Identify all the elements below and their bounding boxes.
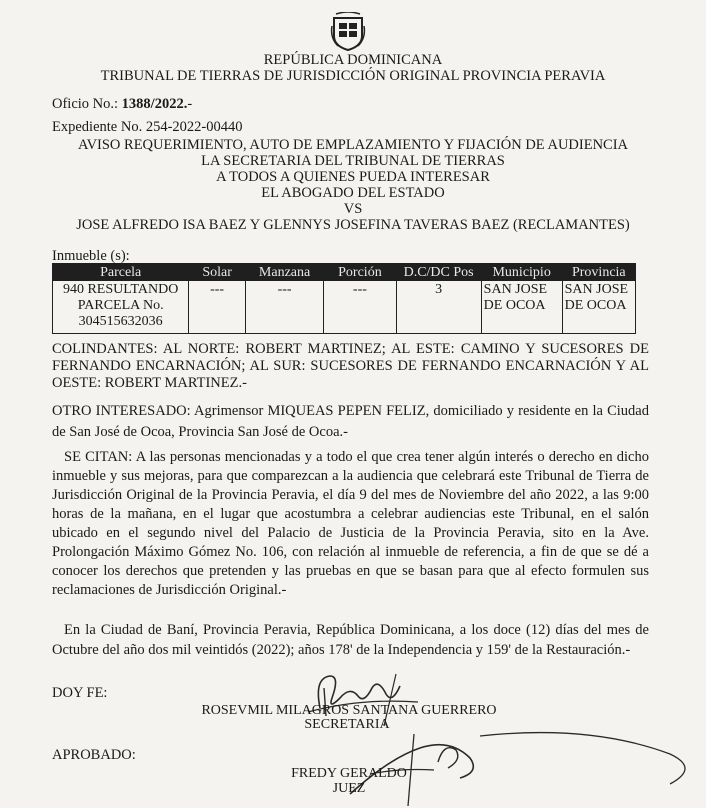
col-porcion: Porción: [324, 264, 396, 281]
header-court: TRIBUNAL DE TIERRAS DE JURISDICCIÓN ORIGINAL PROVINCIA PERAVIA: [100, 68, 606, 84]
oficio-label: Oficio No.:: [52, 96, 119, 112]
inmueble-label: Inmueble (s):: [52, 248, 130, 264]
ciudad-paragraph: En la Ciudad de Baní, Provincia Peravia, República Dominicana, a los doce (12) días del mes de Octubre del año dos mil veintidós (2022); años 178' de la Independencia y 159' de la Restauración.-: [52, 622, 649, 658]
notice-title: AVISO REQUERIMIENTO, AUTO DE EMPLAZAMIENTO Y FIJACIÓN DE AUDIENCIA: [77, 137, 629, 153]
provincia-line-2: DE OCOA: [564, 298, 627, 313]
table-header-row: [53, 264, 636, 281]
secretaria-role: SECRETARIA: [304, 717, 390, 732]
cell-provincia: [562, 281, 635, 334]
provincia-line-1: SAN JOSE: [564, 282, 629, 297]
col-manzana: Manzana: [245, 264, 323, 281]
oficio-number: 1388/2022.: [121, 96, 188, 112]
table-row: [53, 281, 636, 334]
colindantes-paragraph: COLINDANTES: AL NORTE: ROBERT MARTINEZ; AL ESTE: CAMINO Y SUCESORES DE FERNANDO ENCARNACIÓN; AL SUR: SUCESORES DE FERNANDO ENCARNACIÓN Y AL OESTE: ROBERT MARTINEZ.-: [52, 341, 649, 391]
notice-vs: VS: [343, 201, 363, 217]
cell-porcion: ---: [324, 281, 396, 334]
otro-interesado-paragraph: OTRO INTERESADO: Agrimensor MIQUEAS PEPEN FELIZ, domiciliado y residente en la Ciudad de San José de Ocoa, Provincia San José de Ocoa.-: [52, 403, 649, 440]
aprobado-label: APROBADO:: [52, 747, 136, 763]
expediente-line: Expediente No. 254-2022-00440: [52, 119, 243, 135]
col-dc: D.C/DC Pos: [396, 264, 481, 281]
parcela-line-3: 304515632036: [78, 314, 163, 329]
parcela-line-2: PARCELA No.: [77, 298, 164, 313]
col-solar: Solar: [189, 264, 245, 281]
oficio-line: [52, 96, 192, 113]
parcela-line-1: 940 RESULTANDO: [62, 282, 179, 297]
notice-to-all: A TODOS A QUIENES PUEDA INTERESAR: [216, 169, 490, 185]
col-municipio: Municipio: [481, 264, 562, 281]
col-provincia: Provincia: [562, 264, 635, 281]
inmueble-table: [52, 263, 636, 334]
cell-parcela: [53, 281, 189, 334]
col-parcela: Parcela: [53, 264, 189, 281]
cell-municipio: [481, 281, 562, 334]
oficio-suffix: -: [187, 96, 193, 112]
se-citan-paragraph: SE CITAN: A las personas mencionadas y a todo el que crea tener algún interés o derecho en dicho inmueble y sus mejoras, para que comparezcan a la audiencia que celebrará este Tribunal de Tierra de Jurisdicción Original de la Provincia Peravia, el día 9 del mes de Noviembre del año 2022, a las 9:00 horas de la mañana, en el lugar que acostumbra a celebrar audiencias este Tribunal, en el salón ubicado en el segundo nivel del Palacio de Justicia de la Provincia Peravia, sito en la Ave. Prolongación Máximo Gómez No. 106, con relación al inmueble de referencia, a fin de que se dé a conocer los derechos que pretenden y las pruebas en que se basan para que al efecto formulen sus reclamaciones de Jurisdicción Original.-: [52, 449, 649, 598]
cell-manzana: ---: [245, 281, 323, 334]
municipio-line-1: SAN JOSE: [483, 282, 548, 297]
header-country: REPÚBLICA DOMINICANA: [263, 52, 443, 68]
notice-secretaria: LA SECRETARIA DEL TRIBUNAL DE TIERRAS: [201, 153, 505, 169]
cell-solar: ---: [189, 281, 245, 334]
juez-role: JUEZ: [332, 781, 366, 796]
juez-name: FREDY GERALDO: [291, 766, 407, 781]
coat-of-arms-icon: [330, 12, 366, 52]
doy-fe-label: DOY FE:: [52, 685, 108, 701]
municipio-line-2: DE OCOA: [483, 298, 546, 313]
notice-abogado: EL ABOGADO DEL ESTADO: [261, 185, 445, 201]
secretaria-name: ROSEVMIL MILAGROS SANTANA GUERRERO: [201, 703, 497, 718]
notice-reclamantes: JOSE ALFREDO ISA BAEZ Y GLENNYS JOSEFINA TAVERAS BAEZ (RECLAMANTES): [76, 217, 630, 233]
cell-dc: 3: [396, 281, 481, 334]
